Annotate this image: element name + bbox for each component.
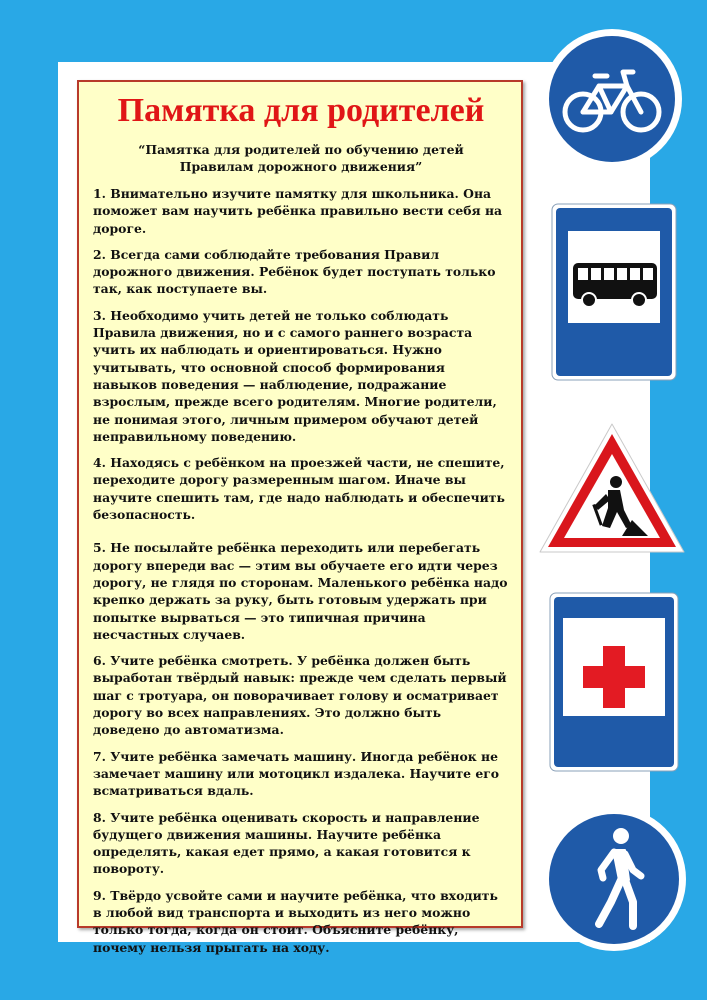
memo-item-8: 8. Учите ребёнка оценивать скорость и направление будущего движения машины. Научите ребёнка определять, какая едет прямо, а какая готовится к повороту. xyxy=(93,809,480,877)
memo-item-4: 4. Находясь с ребёнком на проезжей части, не спешите, переходите дорогу размеренным шагом. Иначе вы научите спешить там, где надо наблюдать и обеспечить безопасность. xyxy=(93,455,505,523)
memo-subtitle xyxy=(93,141,509,175)
memo-item-9: 9. Твёрдо усвойте сами и научите ребёнка, что входить в любой вид транспорта и выходить из него можно только тогда, когда он стоит. Объясните ребёнку, почему нельзя прыгать на ходу. xyxy=(93,887,498,955)
memo-item-7: 7. Учите ребёнка замечать машину. Иногда ребёнок не замечает машину или мотоцикл издалека. Научите его всматриваться вдаль. xyxy=(93,748,500,799)
first-aid-icon xyxy=(549,592,679,772)
memo-item-3: 3. Необходимо учить детей не только соблюдать Правила движения, но и с самого раннего возраста учить их наблюдать и ориентироваться. Нужно учитывать, что основной способ формирования навыков поведения — наблюдение, подражание взрослым, прежде всего родителям. Многие родители, не понимая этого, личным примером обучают детей неправильному поведению. xyxy=(93,307,497,444)
memo-item-1: 1. Внимательно изучите памятку для школьника. Она поможет вам научить ребёнка правильно вести себя на дороге. xyxy=(93,186,503,236)
bicycle-path-icon xyxy=(541,28,683,170)
memo-items xyxy=(93,185,509,956)
subtitle-line-1: “Памятка для родителей по обучению детей xyxy=(138,142,464,157)
road-works-icon xyxy=(536,420,688,558)
memo-item-5: 5. Не посылайте ребёнка переходить или перебегать дорогу впереди вас — этим вы обучаете его идти через дорогу, не глядя по сторонам. Маленького ребёнка надо крепко держать за руку, быть готовым удержать при попытке вырваться — это типичная причина несчастных случаев. xyxy=(93,540,508,642)
memo-item-6: 6. Учите ребёнка смотреть. У ребёнка должен быть выработан твёрдый навык: прежде чем сделать первый шаг с тротуара, он поворачивает голову и осматривает дорогу во всех направлениях. Это должно быть доведено до автоматизма. xyxy=(93,653,507,738)
memo-item-2: 2. Всегда сами соблюдайте требования Правил дорожного движения. Ребёнок будет поступать только так, как поступаете вы. xyxy=(93,246,496,297)
bus-stop-icon xyxy=(551,203,677,381)
memo-title: Памятка для родителей xyxy=(117,92,485,129)
pedestrian-path-icon xyxy=(541,806,687,952)
memo-card xyxy=(77,80,523,955)
subtitle-line-2: Правилам дорожного движения” xyxy=(179,159,423,174)
